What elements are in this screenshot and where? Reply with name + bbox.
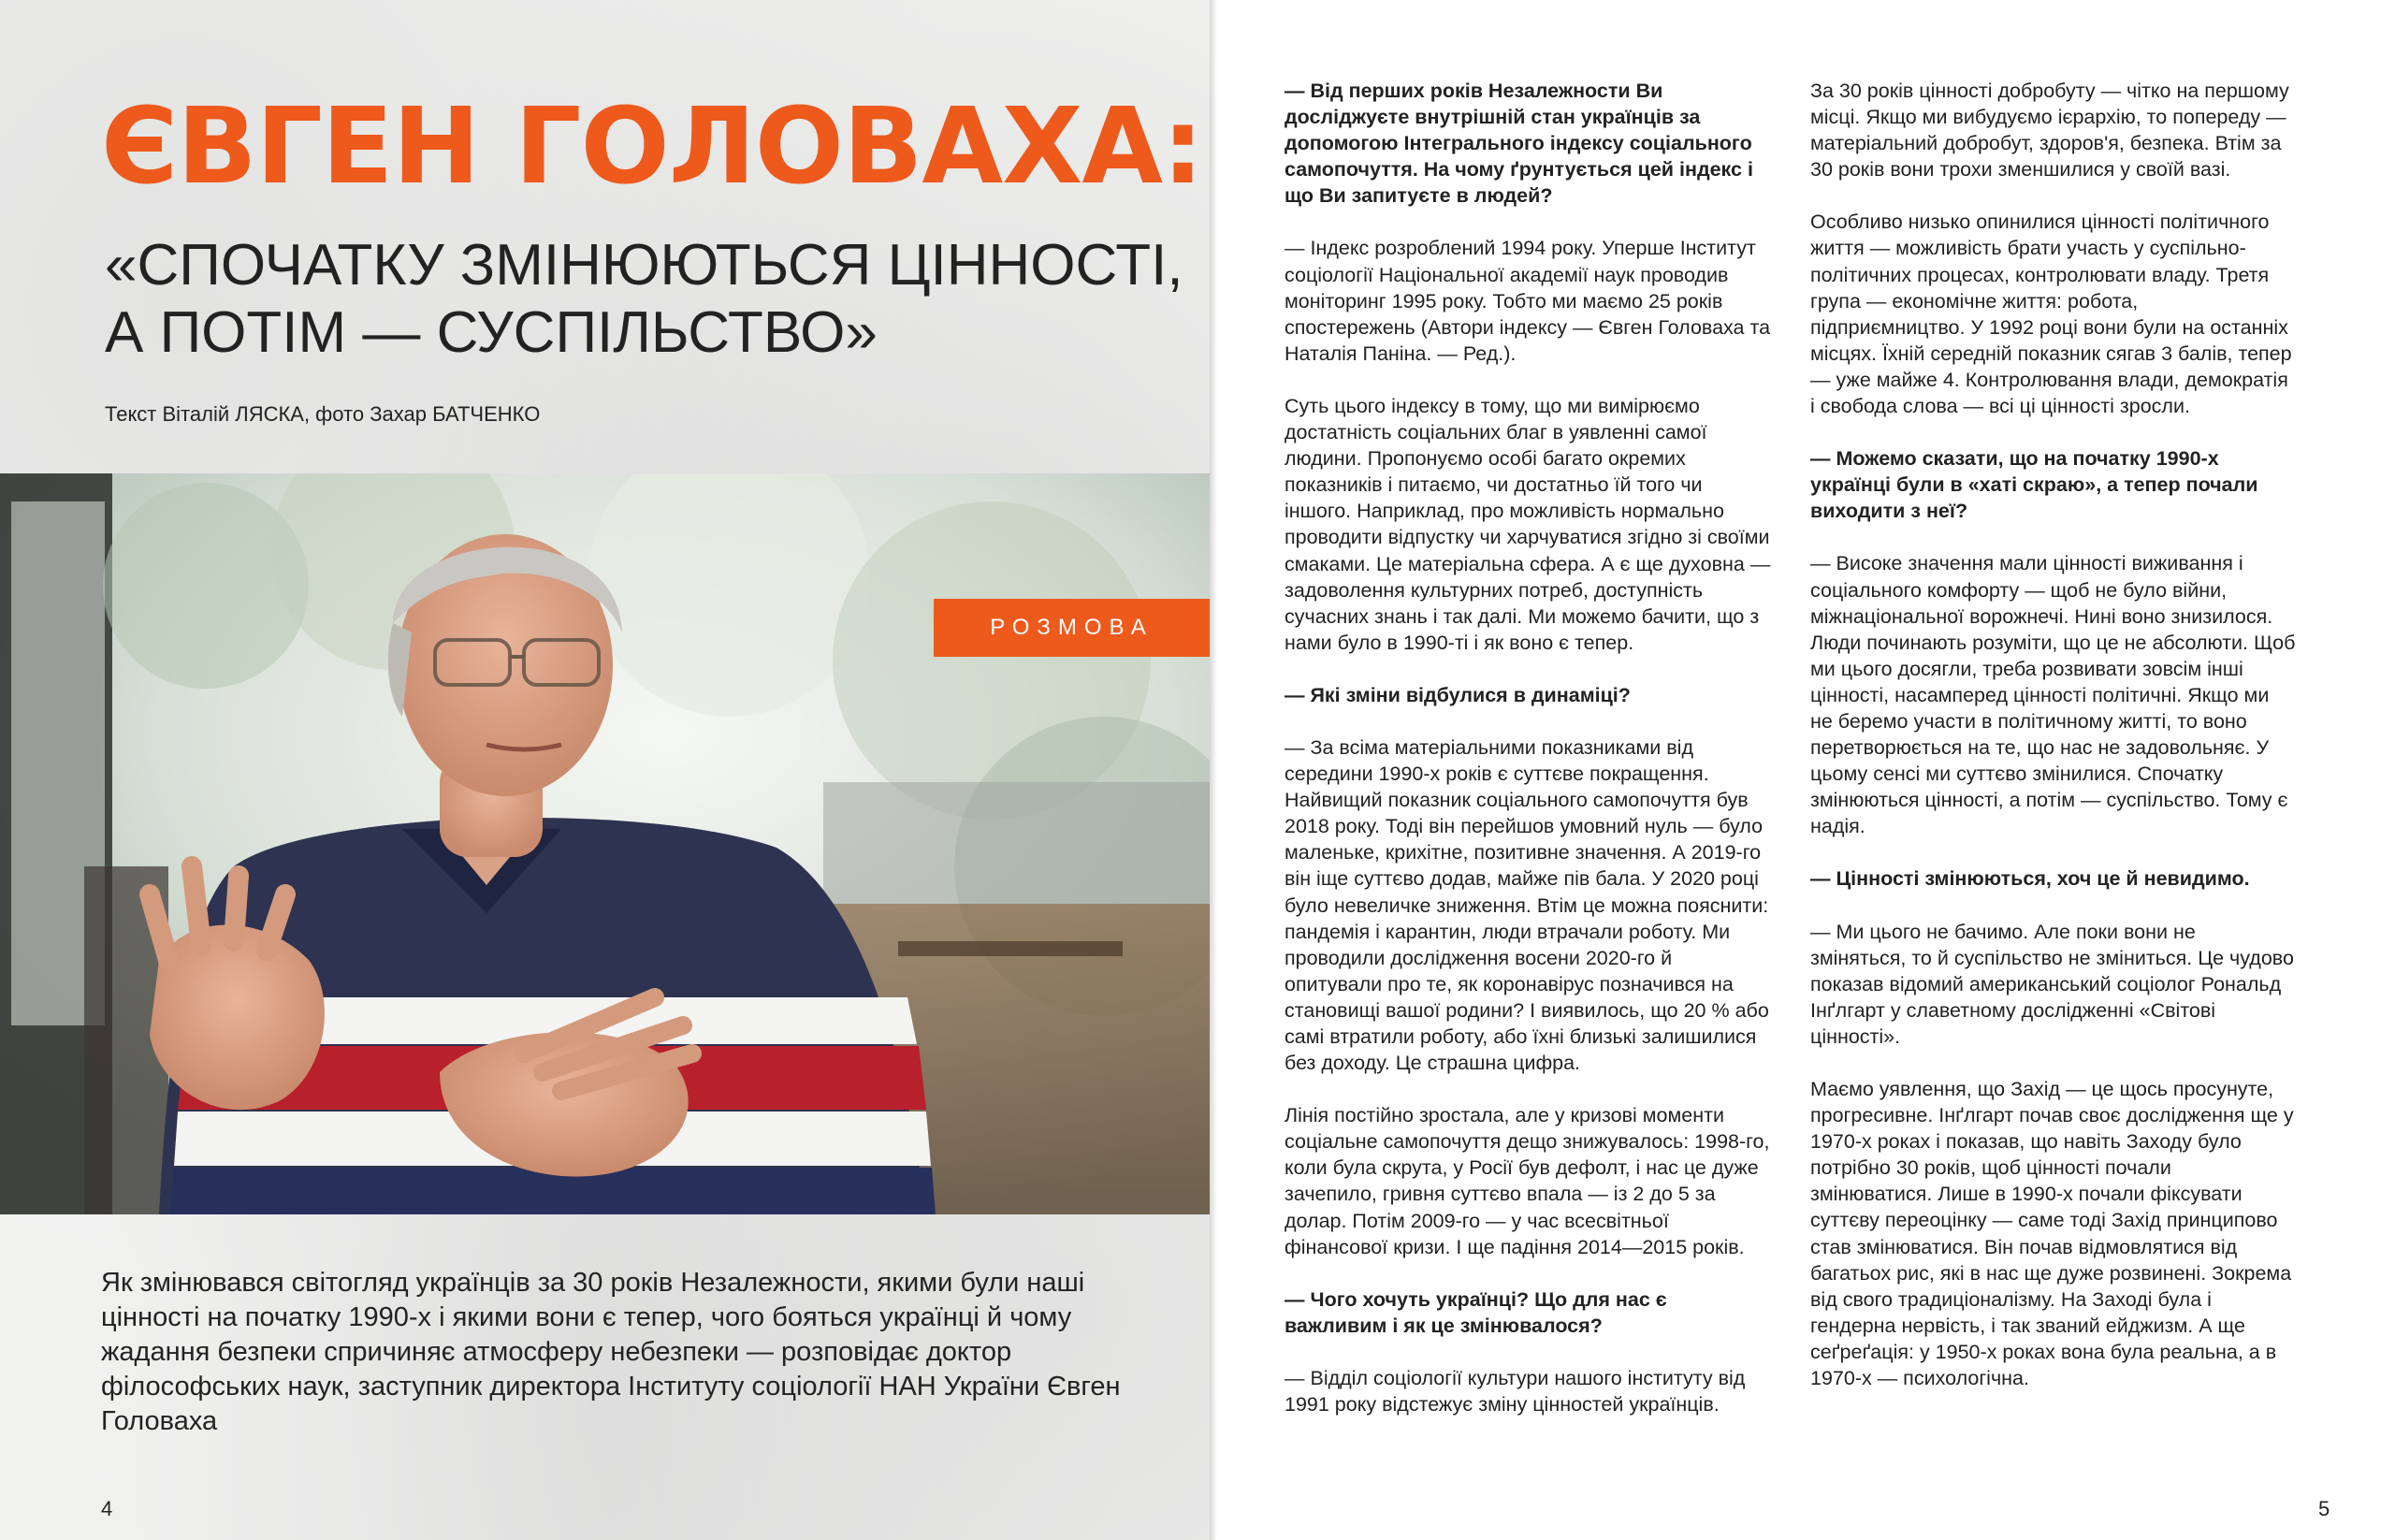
interview-question: — Чого хочуть українці? Що для нас є важливим і як це змінювалося? xyxy=(1285,1287,1667,1337)
interview-photo xyxy=(0,473,1210,1214)
interview-answer: Маємо уявлення, що Захід — це щось просунуте, прогресивне. Інґлгарт почав своє дослідження ще у 1970-х роках і показав, що навіть Заходу було потрібно 30 років, щоб цінності почали змінюватися. Лише в 1990-х почали фіксувати суттєву переоцінку — саме тоді Захід принципово став змінюватися. Він почав відмовлятися від багатьох рис, які в нас ще дуже розвинені. Зокрема від свого традиціоналізму. На Заході була і гендерна нервість, і так званий ейджизм. А ще сеґреґація: у 1950-х роках вона була реальна, а в 1970-х — психологічна. xyxy=(1810,1078,2294,1390)
lead-paragraph: Як змінювався світогляд українців за 30 років Незалежности, якими були наші цінності на початку 1990-х і якими вони є тепер, чого бояться українці й чому жадання безпеки спричиняє атмосферу небезпеки — розповідає доктор філософських наук, заступник директора Інституту соціології НАН України Євген Головаха xyxy=(101,1268,1121,1436)
subtitle-line-1: «СПОЧАТКУ ЗМІНЮЮТЬСЯ ЦІННОСТІ, xyxy=(105,233,1183,298)
interview-answer: — Індекс розроблений 1994 року. Уперше Інститут соціології Національної академії наук проводив моніторинг 1995 року. Тобто ми маємо 25 років спостережень (Автори індексу — Євген Головаха та Наталія Паніна. — Ред.). xyxy=(1285,237,1771,365)
page-number-right: 5 xyxy=(2318,1497,2330,1520)
photo-illustration xyxy=(0,473,1210,1214)
subtitle-line-2: А ПОТІМ — СУСПІЛЬСТВО» xyxy=(105,300,878,365)
interview-answer: — Відділ соціології культури нашого інституту від 1991 року відстежує зміну цінностей українців. xyxy=(1285,1366,1746,1417)
article-subtitle xyxy=(105,232,1181,367)
page-number-left: 4 xyxy=(101,1497,113,1520)
interview-answer: За 30 років цінності добробуту — чітко на першому місці. Якщо ми вибудуємо ієрархію, то попереду — матеріальний добробут, здоров'я, безпека. Втім за 30 років вони трохи зменшилися у своїй вазі. xyxy=(1810,80,2289,182)
page-title: ЄВГЕН ГОЛОВАХА: xyxy=(101,86,1203,208)
interview-answer: Лінія постійно зростала, але у кризові моменти соціальне самопочуття дещо знижувалось: 1998-го, коли була скрута, у Росії був дефолт, і нас це дуже зачепило, гривня суттєво впала — із 2 до 5 за долар. Потім 2009-го — у час всесвітньої фінансової кризи. І ще падіння 2014—2015 років. xyxy=(1285,1104,1770,1258)
right-page xyxy=(1217,0,2395,1540)
interview-answer: Суть цього індексу в тому, що ми вимірюємо достатність соціальних благ в уявленні самої людини. Пропонуємо особі багато окремих показників і питаємо, чи достатньо їй того чи іншого. Наприклад, про можливість нормально проводити відпустку чи харчуватися згідно зі своїми смаками. Це матеріальна сфера. А є ще духовна — задоволення культурних потреб, доступність сучасних знань і так далі. Ми можемо бачити, що з нами було в 1990-ті і як воно є тепер. xyxy=(1285,394,1771,654)
article-column-2 xyxy=(1810,78,2297,1391)
interview-answer: Особливо низько опинилися цінності політичного життя — можливість брати участь у суспільно-політичних процесах, контролювати владу. Третя група — економічне життя: робота, підприємництво. У 1992 році вони були на останніх місцях. Їхній середній показник сягав 3 балів, тепер — уже майже 4. Контролювання влади, демократія і свобода слова — всі ці цінності зросли. xyxy=(1810,211,2292,418)
article-column-1 xyxy=(1285,78,1771,1417)
interview-question: — Які зміни відбулися в динаміці? xyxy=(1285,683,1631,706)
page-gutter xyxy=(1210,0,1217,1540)
byline: Текст Віталій ЛЯСКА, фото Захар БАТЧЕНКО xyxy=(105,402,541,426)
interview-question: — Від перших років Незалежности Ви досліджуєте внутрішній стан українців за допомогою Інтегрального індексу соціального самопочуття. На чому ґрунтується цей індекс і що Ви запитуєте в людей? xyxy=(1285,80,1753,208)
interview-answer: — Високе значення мали цінності виживання і соціального комфорту — щоб не було війни, міжнаціональної ворожнечі. Нині воно знизилося. Люди починають розуміти, що це не абсолюти. Щоб ми цього досягли, треба розвивати зовсім інші цінності, насамперед цінності політичні. Якщо ми не беремо участи в політичному житті, то воно перетворюється на те, що нас не задовольняє. У цьому сенсі ми суттєво змінилися. Спочатку змінюються цінності, а потім — суспільство. Тому є надія. xyxy=(1810,552,2296,838)
interview-question: — Цінності змінюються, хоч це й невидимо. xyxy=(1810,867,2250,891)
interview-answer: — Ми цього не бачимо. Але поки вони не зміняться, то й суспільство не зміниться. Це чудово показав відомий американський соціолог Рональд Інґлгарт у славетному дослідженні «Світові цінності». xyxy=(1810,920,2294,1048)
interview-question: — Можемо сказати, що на початку 1990-х українці були в «хаті скраю», а тепер почали виходити з неї? xyxy=(1810,447,2258,523)
interview-answer: — За всіма матеріальними показниками від середини 1990-х років є суттєве покращення. Найвищий показник соціального самопочуття був 2018 року. Тоді він перейшов умовний нуль — було маленьке, крихітне, позитивне значення. А 2019-го він іще суттєво додав, майже пів бала. У 2020 році було невеличке зниження. Втім це можна пояснити: пандемія і карантин, люди втрачали роботу. Ми проводили дослідження восени 2020-го й опитували про те, як коронавірус позначився на становищі вашої родини? І виявилось, що 20 % або самі втратили роботу, або їхні близькі залишилися без доходу. Це страшна цифра. xyxy=(1285,735,1769,1075)
section-rubric-badge: РОЗМОВА xyxy=(934,599,1210,657)
